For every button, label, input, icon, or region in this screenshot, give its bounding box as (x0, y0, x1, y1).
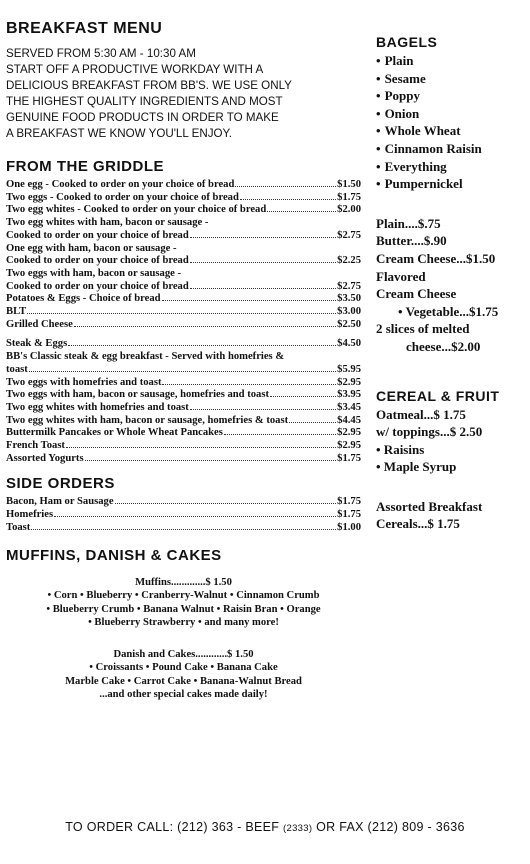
bullet-icon: • (376, 88, 381, 104)
side-item-name: Homefries (6, 509, 54, 521)
bagel-price-line: cheese...$2.00 (406, 338, 481, 354)
side-item-price: $1.75 (337, 496, 361, 508)
bullet-icon: • (376, 140, 381, 156)
bagel-item (376, 52, 528, 70)
cereal-line: Oatmeal...$ 1.75 (376, 406, 466, 422)
bagel-price-line: Flavored (376, 268, 426, 284)
griddle-item (6, 306, 361, 319)
bagel-item (376, 140, 528, 158)
cereal-line: • Maple Syrup (376, 459, 457, 475)
griddle-item (6, 217, 361, 230)
dot-leader (224, 434, 336, 435)
griddle-item-name: Potatoes & Eggs - Choice of bread (6, 293, 161, 305)
dot-leader (162, 384, 336, 385)
dot-leader (190, 409, 336, 410)
bagel-item-label: Onion (384, 105, 420, 121)
griddle-item-name: French Toast (6, 440, 65, 452)
side-item-name: Toast (6, 521, 31, 533)
danish-line: Marble Cake • Carrot Cake • Banana-Walnut Bread (65, 675, 302, 687)
griddle-item-name: Two egg whites with homefries and toast (6, 401, 189, 413)
intro-line: START OFF A PRODUCTIVE WORKDAY WITH A (6, 63, 264, 76)
muffin-header: Muffins.............$ 1.50 (135, 576, 232, 588)
griddle-item (6, 268, 361, 281)
griddle-item-name: Two egg whites with ham, bacon or sausage - (6, 217, 209, 229)
cereal-list (376, 406, 528, 476)
bagel-item (376, 175, 528, 193)
griddle-item-name: Buttermilk Pancakes or Whole Wheat Pancakes (6, 427, 223, 439)
griddle-item (6, 440, 361, 453)
dot-leader (31, 529, 336, 530)
griddle-item-name: Two eggs with ham, bacon or sausage - (6, 267, 182, 279)
griddle-item (6, 415, 361, 428)
griddle-item (6, 453, 361, 466)
griddle-item-name: Steak & Eggs (6, 338, 68, 350)
danish-header: Danish and Cakes............$ 1.50 (113, 648, 254, 660)
bullet-icon: • (376, 176, 381, 192)
griddle-item-name: Two egg whites - Cooked to order on your choice of bread (6, 204, 267, 216)
griddle-item-price: $4.45 (337, 414, 361, 426)
griddle-item-name: toast (6, 363, 28, 375)
bagel-item-label: Sesame (384, 70, 426, 86)
dot-leader (68, 345, 336, 346)
side-item (6, 496, 361, 509)
bullet-icon: • (376, 105, 381, 121)
danish-line: • Croissants • Pound Cake • Banana Cake (89, 662, 278, 674)
bagel-item-label: Poppy (384, 88, 420, 104)
sides-list (6, 496, 361, 534)
griddle-item-name: Two eggs with homefries and toast (6, 376, 162, 388)
phone-digits: (2333) (283, 823, 313, 834)
fax-label: FAX (339, 820, 364, 834)
sides-title: SIDE ORDERS (6, 475, 115, 493)
griddle-item (6, 351, 361, 364)
phone-number: (212) 363 - BEEF (177, 820, 280, 834)
dot-leader (85, 460, 337, 461)
side-item-name: Bacon, Ham or Sausage (6, 496, 114, 508)
griddle-item (6, 377, 361, 390)
bagel-price-line: Plain....$.75 (376, 215, 441, 231)
or-text: OR (316, 820, 336, 834)
griddle-item-name: Two egg whites with ham, bacon or sausage, homefries & toast (6, 414, 289, 426)
dot-leader (190, 288, 336, 289)
griddle-item-price: $2.75 (337, 280, 361, 292)
muffin-line: • Corn • Blueberry • Cranberry-Walnut • Cinnamon Crumb (47, 590, 320, 602)
bagel-item-label: Plain (384, 53, 414, 68)
side-item (6, 509, 361, 522)
bullet-icon: • (376, 53, 381, 68)
dot-leader (190, 237, 336, 238)
griddle-item-price: $3.45 (337, 401, 361, 413)
assorted-line: Cereals...$ 1.75 (376, 516, 460, 532)
intro-line: THE HIGHEST QUALITY INGREDIENTS AND MOST (6, 95, 283, 108)
intro-line: DELICIOUS BREAKFAST FROM BB'S. WE USE ONLY (6, 79, 292, 92)
order-footer (0, 820, 530, 834)
bagel-price-line: Butter....$.90 (376, 233, 447, 249)
griddle-item-name: Assorted Yogurts (6, 452, 84, 464)
griddle-item-name: One egg - Cooked to order on your choice of bread (6, 179, 235, 190)
dot-leader (240, 199, 336, 200)
griddle-item-price: $2.00 (337, 204, 361, 216)
griddle-title: FROM THE GRIDDLE (6, 158, 164, 175)
bagel-prices (376, 215, 528, 356)
bagel-price-line: • Vegetable...$1.75 (398, 303, 499, 319)
dot-leader (235, 186, 336, 187)
assorted-line: Assorted Breakfast (376, 498, 483, 514)
griddle-item-price: $3.95 (337, 389, 361, 401)
bagel-item (376, 158, 528, 176)
dot-leader (190, 262, 336, 263)
griddle-item-price: $2.50 (337, 318, 361, 330)
bagel-price-line: 2 slices of melted (376, 321, 470, 337)
bagel-item (376, 122, 528, 140)
griddle-item (6, 427, 361, 440)
bagel-item (376, 70, 528, 88)
bagel-item-label: Pumpernickel (384, 176, 463, 192)
griddle-item (6, 204, 361, 217)
bullet-icon: • (376, 70, 381, 86)
griddle-item (6, 293, 361, 306)
griddle-item-name: Cooked to order on your choice of bread (6, 255, 189, 267)
menu-title: BREAKFAST MENU (6, 20, 163, 37)
griddle-item-name: BLT (6, 306, 27, 318)
griddle-item-price: $1.50 (337, 179, 361, 190)
dot-leader (29, 371, 336, 372)
intro-line: A BREAKFAST WE KNOW YOU'LL ENJOY. (6, 127, 232, 140)
bagel-item (376, 87, 528, 105)
griddle-item-name: BB's Classic steak & egg breakfast - Served with homefries & (6, 351, 285, 363)
griddle-item (6, 389, 361, 402)
side-item-price: $1.75 (337, 509, 361, 521)
right-column (376, 34, 528, 533)
griddle-item-name: One egg with ham, bacon or sausage - (6, 242, 177, 254)
griddle-item-price: $4.50 (337, 338, 361, 350)
griddle-item (6, 192, 361, 205)
bagel-price-line: Cream Cheese...$1.50 (376, 250, 496, 266)
bullet-icon: • (376, 158, 381, 174)
dot-leader (66, 447, 336, 448)
fax-number: (212) 809 - 3636 (367, 820, 465, 834)
dot-leader (115, 503, 337, 504)
griddle-list-2 (6, 338, 361, 465)
side-item (6, 522, 361, 535)
griddle-item (6, 364, 361, 377)
griddle-item (6, 230, 361, 243)
dot-leader (74, 326, 336, 327)
muffins-title: MUFFINS, DANISH & CAKES (6, 546, 222, 564)
cereal-line: w/ toppings...$ 2.50 (376, 424, 483, 440)
griddle-item-price: $2.95 (337, 376, 361, 388)
bagel-item-label: Cinnamon Raisin (384, 140, 482, 156)
order-label: TO ORDER CALL: (65, 820, 174, 834)
griddle-item (6, 319, 361, 332)
griddle-item-price: $1.75 (337, 452, 361, 464)
bagel-item-label: Whole Wheat (384, 123, 461, 139)
served-hours: SERVED FROM 5:30 AM - 10:30 AM (6, 47, 196, 60)
dot-leader (27, 313, 336, 314)
griddle-item-price: $2.75 (337, 229, 361, 241)
danish-block (6, 648, 361, 702)
griddle-item (6, 281, 361, 294)
dot-leader (267, 211, 336, 212)
left-column (6, 20, 361, 702)
griddle-item-name: Grilled Cheese (6, 318, 73, 330)
griddle-item-price: $2.95 (337, 427, 361, 439)
side-item-price: $1.00 (337, 521, 361, 533)
griddle-item-price: $3.50 (337, 293, 361, 305)
muffin-line: • Blueberry Crumb • Banana Walnut • Raisin Bran • Orange (46, 603, 321, 615)
dot-leader (54, 516, 336, 517)
griddle-item (6, 338, 361, 351)
griddle-item (6, 243, 361, 256)
griddle-item-price: $5.95 (337, 363, 361, 375)
griddle-item-price: $2.25 (337, 255, 361, 267)
dot-leader (289, 422, 336, 423)
griddle-item-name: Two eggs with ham, bacon or sausage, homefries and toast (6, 389, 269, 401)
griddle-item-name: Two eggs - Cooked to order on your choice of bread (6, 191, 239, 203)
griddle-item-price: $3.00 (337, 306, 361, 318)
griddle-item (6, 179, 361, 192)
bagel-item-label: Everything (384, 158, 447, 174)
griddle-item-price: $1.75 (337, 191, 361, 203)
bagel-list (376, 52, 528, 193)
intro-line: GENUINE FOOD PRODUCTS IN ORDER TO MAKE (6, 111, 279, 124)
muffin-line: • Blueberry Strawberry • and many more! (88, 617, 279, 629)
cereal-line: • Raisins (376, 441, 425, 457)
griddle-item-name: Cooked to order on your choice of bread (6, 280, 189, 292)
assorted-cereals (376, 498, 528, 533)
muffins-block (6, 576, 361, 630)
griddle-item (6, 255, 361, 268)
danish-line: ...and other special cakes made daily! (99, 689, 268, 701)
bagels-title: BAGELS (376, 34, 438, 50)
griddle-item-name: Cooked to order on your choice of bread (6, 229, 189, 241)
griddle-item-price: $2.95 (337, 440, 361, 452)
bagel-price-line: Cream Cheese (376, 286, 457, 302)
cereal-title: CEREAL & FRUIT (376, 387, 500, 404)
bullet-icon: • (376, 123, 381, 139)
bagel-item (376, 105, 528, 123)
griddle-list (6, 179, 361, 331)
griddle-item (6, 402, 361, 415)
dot-leader (162, 300, 337, 301)
dot-leader (270, 396, 336, 397)
